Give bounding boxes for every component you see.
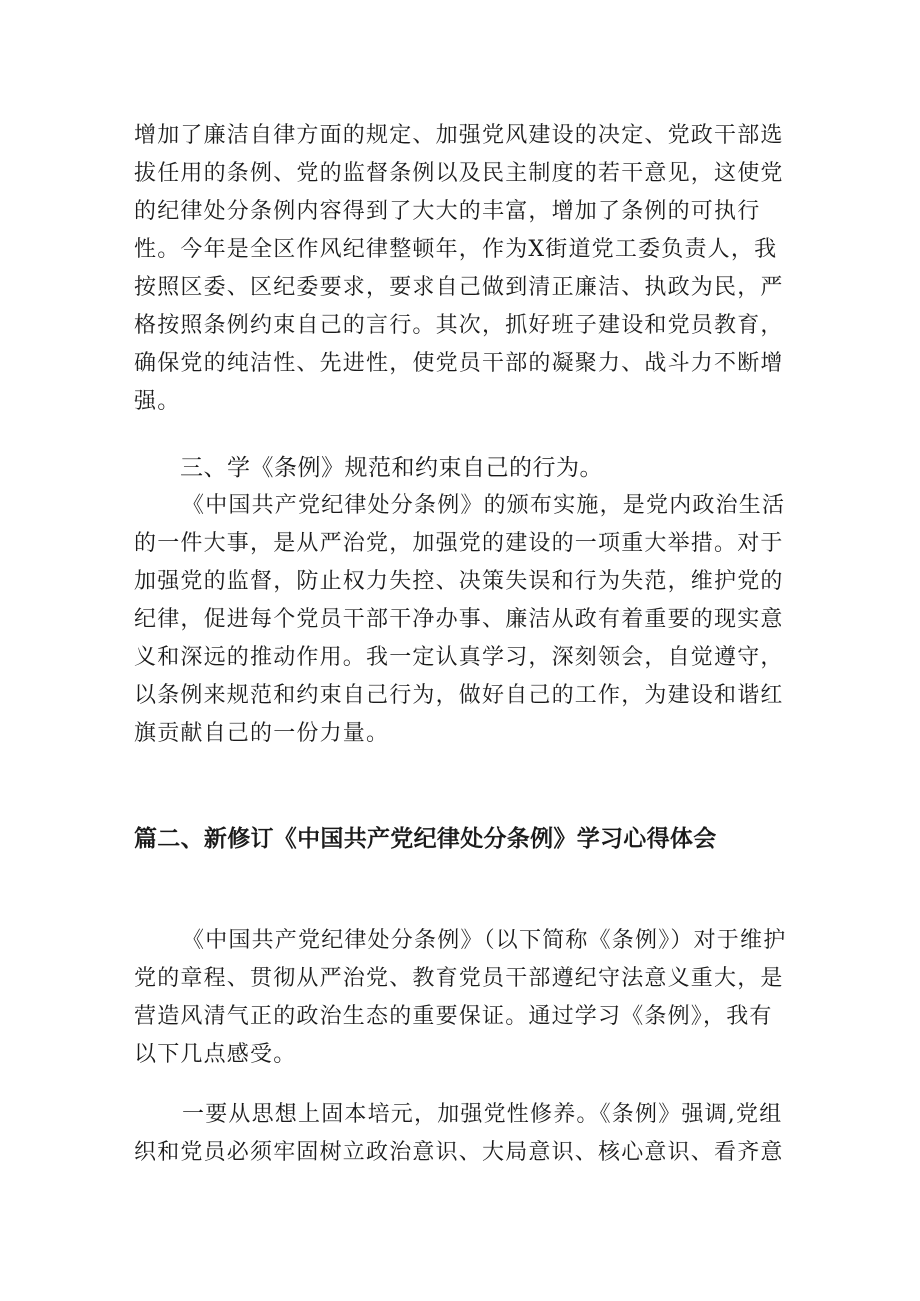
body-paragraph: 《中国共产党纪律处分条例》（以下简称《条例》）对于维护党的章程、贯彻从严治党、教育党员干部遵纪守法意义重大，是营造风清气正的政治生态的重要保证。通过学习《条例》，我有以下几点感受。	[134, 928, 787, 1067]
article-title: 篇二、新修订《中国共产党纪律处分条例》学习心得体会	[134, 826, 717, 852]
body-paragraph: 一要从思想上固本培元，加强党性修养。《条例》强调,党组织和党员必须牢固树立政治意识、大局意识、核心意识、看齐意	[134, 1102, 784, 1165]
body-paragraph: 增加了廉洁自律方面的规定、加强党风建设的决定、党政干部选拔任用的条例、党的监督条例以及民主制度的若干意见，这使党的纪律处分条例内容得到了大大的丰富，增加了条例的可执行性。今年是全区作风纪律整顿年，作为X街道党工委负责人，我按照区委、区纪委要求，要求自己做到清正廉洁、执政为民，严格按照条例约束自己的言行。其次，抓好班子建设和党员教育，确保党的纯洁性、先进性，使党员干部的凝聚力、战斗力不断增强。	[134, 123, 784, 414]
section-heading: 三、学《条例》规范和约束自己的行为。	[180, 455, 603, 481]
body-paragraph: 《中国共产党纪律处分条例》的颁布实施，是党内政治生活的一件大事，是从严治党，加强党的建设的一项重大举措。对于加强党的监督，防止权力失控、决策失误和行为失范，维护党的纪律，促进每个党员干部干净办事、廉洁从政有着重要的现实意义和深远的推动作用。我一定认真学习，深刻领会，自觉遵守，以条例来规范和约束自己行为，做好自己的工作，为建设和谐红旗贡献自己的一份力量。	[134, 493, 786, 746]
